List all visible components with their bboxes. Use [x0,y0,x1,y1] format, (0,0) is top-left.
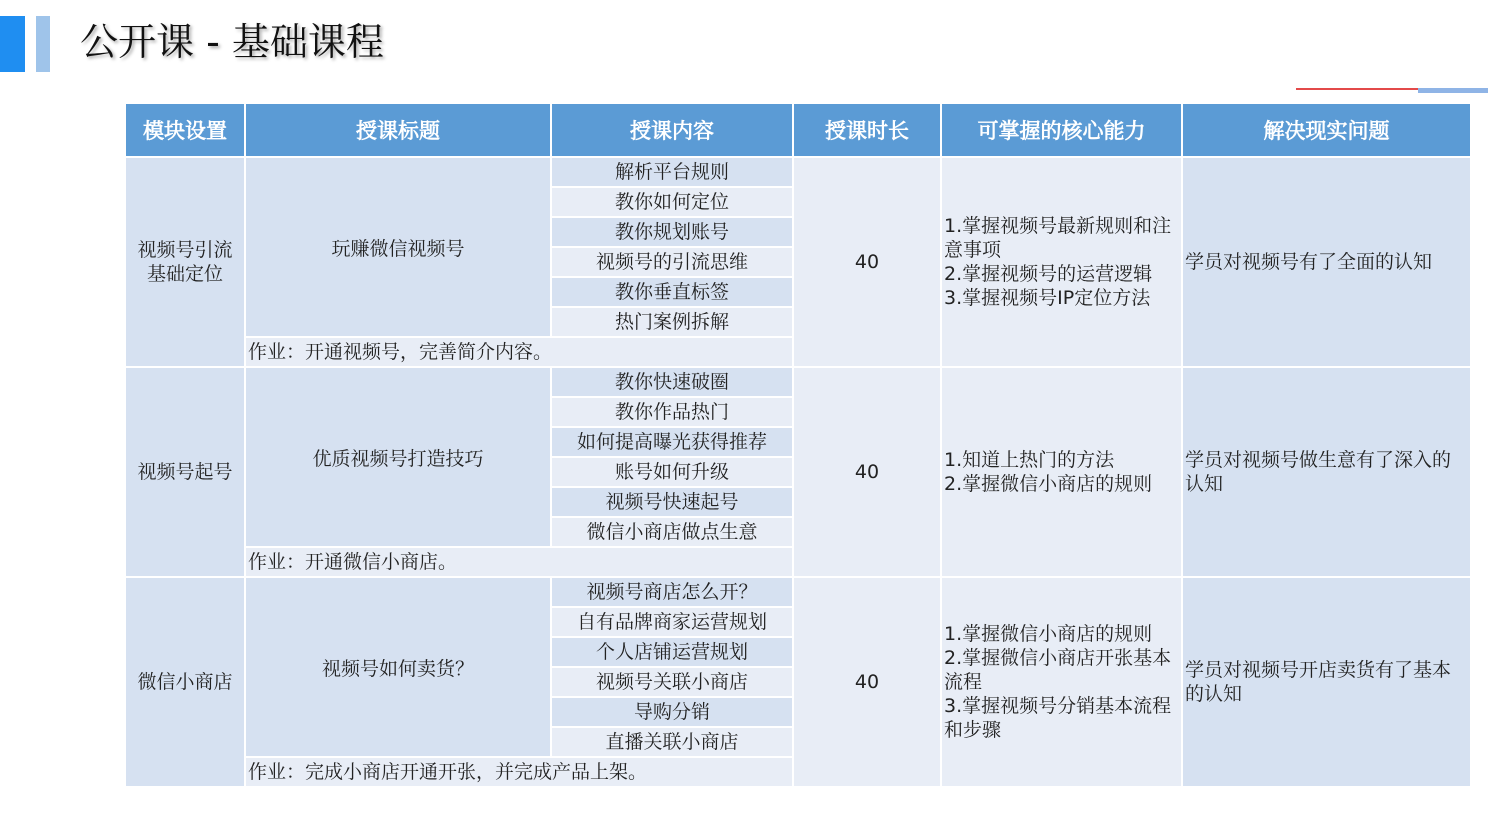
content-cell: 视频号的引流思维 [551,247,793,277]
course-title-cell: 视频号如何卖货？ [245,577,551,757]
content-cell: 热门案例拆解 [551,307,793,337]
content-cell: 教你如何定位 [551,187,793,217]
content-cell: 视频号商店怎么开？ [551,577,793,607]
module-label: 基础定位 [146,263,223,285]
content-cell: 视频号关联小商店 [551,667,793,697]
content-cell: 教你作品热门 [551,397,793,427]
module-label: 微信小商店 [137,671,233,693]
ability-item: 1.知道上热门的方法 [944,449,1115,471]
ability-cell [941,577,1182,787]
content-cell: 个人店铺运营规划 [551,637,793,667]
content-cell: 教你快速破圈 [551,367,793,397]
decorative-line-blue [1418,88,1488,93]
content-cell: 如何提高曝光获得推荐 [551,427,793,457]
ability-item: 2.掌握视频号的运营逻辑 [944,263,1153,285]
table-header-row [125,103,1471,157]
ability-item: 2.掌握微信小商店的规则 [944,473,1153,495]
content-cell: 视频号快速起号 [551,487,793,517]
table-row [125,367,1471,397]
content-cell: 解析平台规则 [551,157,793,187]
duration-cell: 40 [793,577,941,787]
homework-cell: 作业：开通视频号，完善简介内容。 [245,337,793,367]
problem-cell: 学员对视频号做生意有了深入的认知 [1182,367,1471,577]
course-title-cell: 优质视频号打造技巧 [245,367,551,547]
problem-cell: 学员对视频号有了全面的认知 [1182,157,1471,367]
content-cell: 账号如何升级 [551,457,793,487]
ability-item: 3.掌握视频号IP定位方法 [944,287,1151,309]
table-row [125,157,1471,187]
module-cell [125,157,245,367]
header-content: 授课内容 [551,103,793,157]
accent-bar-light [36,16,50,72]
duration-cell: 40 [793,157,941,367]
content-cell: 教你垂直标签 [551,277,793,307]
content-cell: 微信小商店做点生意 [551,517,793,547]
header-course-title: 授课标题 [245,103,551,157]
header-ability: 可掌握的核心能力 [941,103,1182,157]
header-module: 模块设置 [125,103,245,157]
course-table [124,102,1472,788]
ability-item: 1.掌握视频号最新规则和注意事项 [944,215,1172,261]
decorative-line-red [1296,88,1426,90]
ability-item: 1.掌握微信小商店的规则 [944,623,1153,645]
module-label: 视频号起号 [137,461,233,483]
ability-cell [941,157,1182,367]
ability-item: 2.掌握微信小商店开张基本流程 [944,647,1172,693]
homework-cell: 作业：开通微信小商店。 [245,547,793,577]
module-label: 视频号引流 [137,239,233,261]
content-cell: 导购分销 [551,697,793,727]
table-row [125,577,1471,607]
module-cell [125,367,245,577]
ability-item: 3.掌握视频号分销基本流程和步骤 [944,695,1172,741]
duration-cell: 40 [793,367,941,577]
page-title: 公开课 - 基础课程 [80,20,384,64]
homework-cell: 作业：完成小商店开通开张，并完成产品上架。 [245,757,793,787]
accent-bar [0,16,25,72]
content-cell: 自有品牌商家运营规划 [551,607,793,637]
problem-cell: 学员对视频号开店卖货有了基本的认知 [1182,577,1471,787]
content-cell: 教你规划账号 [551,217,793,247]
content-cell: 直播关联小商店 [551,727,793,757]
header-duration: 授课时长 [793,103,941,157]
header-problem: 解决现实问题 [1182,103,1471,157]
course-title-cell: 玩赚微信视频号 [245,157,551,337]
module-cell [125,577,245,787]
ability-cell [941,367,1182,577]
